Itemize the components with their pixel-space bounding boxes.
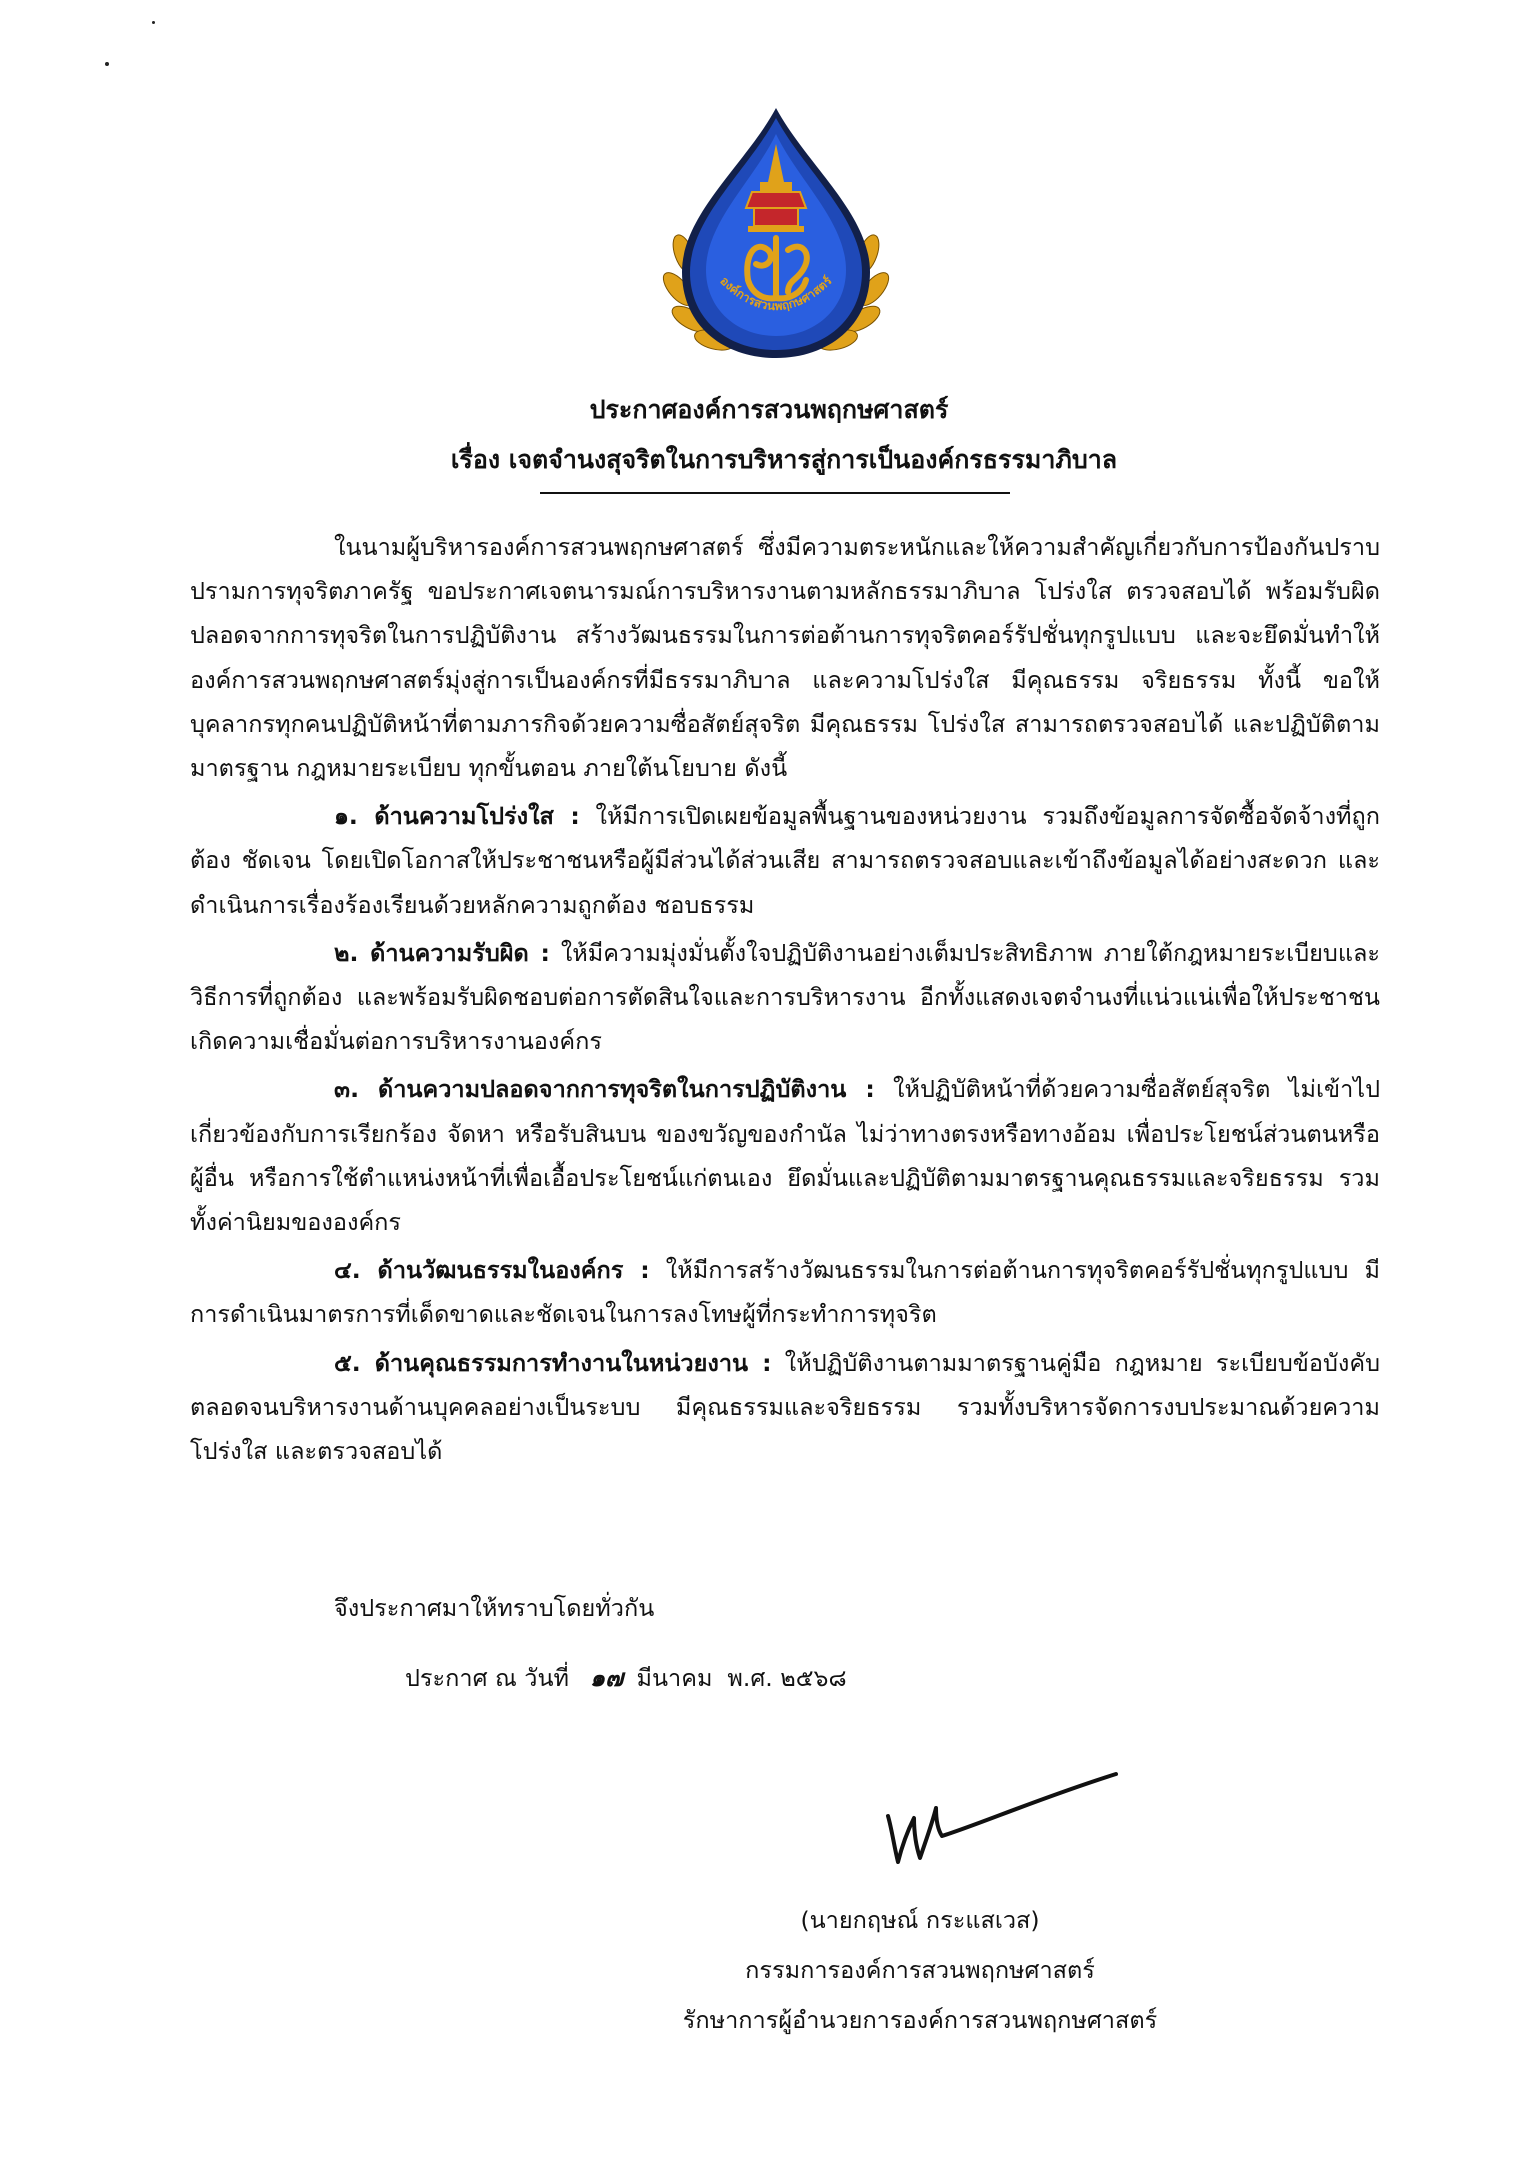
announcement-date [405, 1658, 847, 1697]
date-year-label: พ.ศ. [727, 1664, 773, 1692]
date-day: ๑๗ [589, 1663, 624, 1692]
policy-item-1-heading: ๑. ด้านความโปร่งใส : [334, 802, 580, 831]
signer-position-1: กรรมการองค์การสวนพฤกษศาสตร์ [745, 1956, 1095, 1984]
announcement-title [0, 385, 1538, 485]
policy-item-3-heading: ๓. ด้านความปลอดจากการทุจริตในการปฏิบัติงาน : [334, 1075, 875, 1104]
policy-item-5-text: ให้ปฏิบัติงานตามมาตรฐานคู่มือ กฎหมาย ระเบียบข้อบังคับ ตลอดจนบริหารงานด้านบุคคลอย่างเป็นระบบ มีคุณธรรมและจริยธรรม รวมทั้งบริหารจัดการงบประมาณด้วยความโปร่งใส และตรวจสอบได้ [190, 1348, 1381, 1466]
emblem-arc-text: องค์การสวนพฤกษศาสตร์ [717, 273, 835, 314]
organization-emblem [656, 104, 896, 368]
policy-item-2-text: ให้มีความมุ่งมั่นตั้งใจปฏิบัติงานอย่างเต็มประสิทธิภาพ ภายใต้กฎหมายระเบียบและวิธีการที่ถูกต้อง และพร้อมรับผิดชอบต่อการตัดสินใจและการบริหารงาน อีกทั้งแสดงเจตจำนงที่แน่วแน่เพื่อให้ประชาชนเกิดความเชื่อมั่นต่อการบริหารงานองค์กร [190, 938, 1380, 1056]
policy-item-2 [190, 931, 1380, 1064]
title-divider [540, 492, 1010, 494]
policy-item-5 [190, 1341, 1380, 1474]
date-prefix: ประกาศ ณ วันที่ [405, 1664, 569, 1692]
scan-speck [152, 21, 155, 24]
date-month: มีนาคม [636, 1664, 713, 1692]
policy-item-4-text: ให้มีการสร้างวัฒนธรรมในการต่อต้านการทุจริตคอร์รัปชั่นทุกรูปแบบ มีการดำเนินมาตรการที่เด็ดขาดและชัดเจนในการลงโทษผู้ที่กระทำการทุจริต [190, 1256, 1381, 1329]
policy-item-5-heading: ๕. ด้านคุณธรรมการทำงานในหน่วยงาน : [334, 1348, 772, 1377]
signer-name: (นายกฤษณ์ กระแสเวส) [800, 1906, 1040, 1934]
scan-speck [105, 62, 109, 66]
closing-statement: จึงประกาศมาให้ทราบโดยทั่วกัน [334, 1594, 655, 1622]
policy-item-4 [190, 1248, 1380, 1336]
handwritten-signature [880, 1768, 1120, 1878]
signer-block [600, 1895, 1240, 2045]
date-year: ๒๕๖๘ [780, 1664, 847, 1692]
title-line-2: เรื่อง เจตจำนงสุจริตในการบริหารสู่การเป็นองค์กรธรรมาภิบาล [450, 445, 1118, 474]
intro-paragraph: ในนามผู้บริหารองค์การสวนพฤกษศาสตร์ ซึ่งมีความตระหนักและให้ความสำคัญเกี่ยวกับการป้องกันปราบปรามการทุจริตภาครัฐ ขอประกาศเจตนารมณ์การบริหารงานตามหลักธรรมาภิบาล โปร่งใส ตรวจสอบได้ พร้อมรับผิด ปลอดจากการทุจริตในการปฏิบัติงาน สร้างวัฒนธรรมในการต่อต้านการทุจริตคอร์รัปชั่นทุกรูปแบบ และจะยึดมั่นทำให้องค์การสวนพฤกษศาสตร์มุ่งสู่การเป็นองค์กรที่มีธรรมาภิบาล และความโปร่งใส มีคุณธรรม จริยธรรม ทั้งนี้ ขอให้บุคลากรทุกคนปฏิบัติหน้าที่ตามภารกิจด้วยความซื่อสัตย์สุจริต มีคุณธรรม โปร่งใส สามารถตรวจสอบได้ และปฏิบัติตามมาตรฐาน กฎหมายระเบียบ ทุกขั้นตอน ภายใต้นโยบาย ดังนี้ [190, 533, 1380, 783]
policy-item-1-text: ให้มีการเปิดเผยข้อมูลพื้นฐานของหน่วยงาน รวมถึงข้อมูลการจัดซื้อจัดจ้างที่ถูกต้อง ชัดเจน โดยเปิดโอกาสให้ประชาชนหรือผู้มีส่วนได้ส่วนเสีย สามารถตรวจสอบและเข้าถึงข้อมูลได้อย่างสะดวก และดำเนินการเรื่องร้องเรียนด้วยหลักความถูกต้อง ชอบธรรม [190, 802, 1380, 919]
policy-item-3 [190, 1067, 1380, 1244]
policy-item-2-heading: ๒. ด้านความรับผิด : [334, 938, 550, 967]
policy-item-4-heading: ๔. ด้านวัฒนธรรมในองค์กร : [334, 1256, 650, 1285]
policy-item-3-text: ให้ปฏิบัติหน้าที่ด้วยความซื่อสัตย์สุจริต ไม่เข้าไปเกี่ยวข้องกับการเรียกร้อง จัดหา หรือรับสินบน ของขวัญของกำนัล ไม่ว่าทางตรงหรือทางอ้อม เพื่อประโยชน์ส่วนตนหรือผู้อื่น หรือการใช้ตำแหน่งหน้าที่เพื่อเอื้อประโยชน์แก่ตนเอง ยึดมั่นและปฏิบัติตามมาตรฐานคุณธรรมและจริยธรรม รวมทั้งค่านิยมขององค์กร [190, 1075, 1380, 1237]
policy-item-1 [190, 794, 1380, 927]
title-line-1: ประกาศองค์การสวนพฤกษศาสตร์ [589, 395, 949, 424]
signer-position-2: รักษาการผู้อำนวยการองค์การสวนพฤกษศาสตร์ [682, 2006, 1158, 2034]
announcement-body [190, 525, 1380, 1477]
